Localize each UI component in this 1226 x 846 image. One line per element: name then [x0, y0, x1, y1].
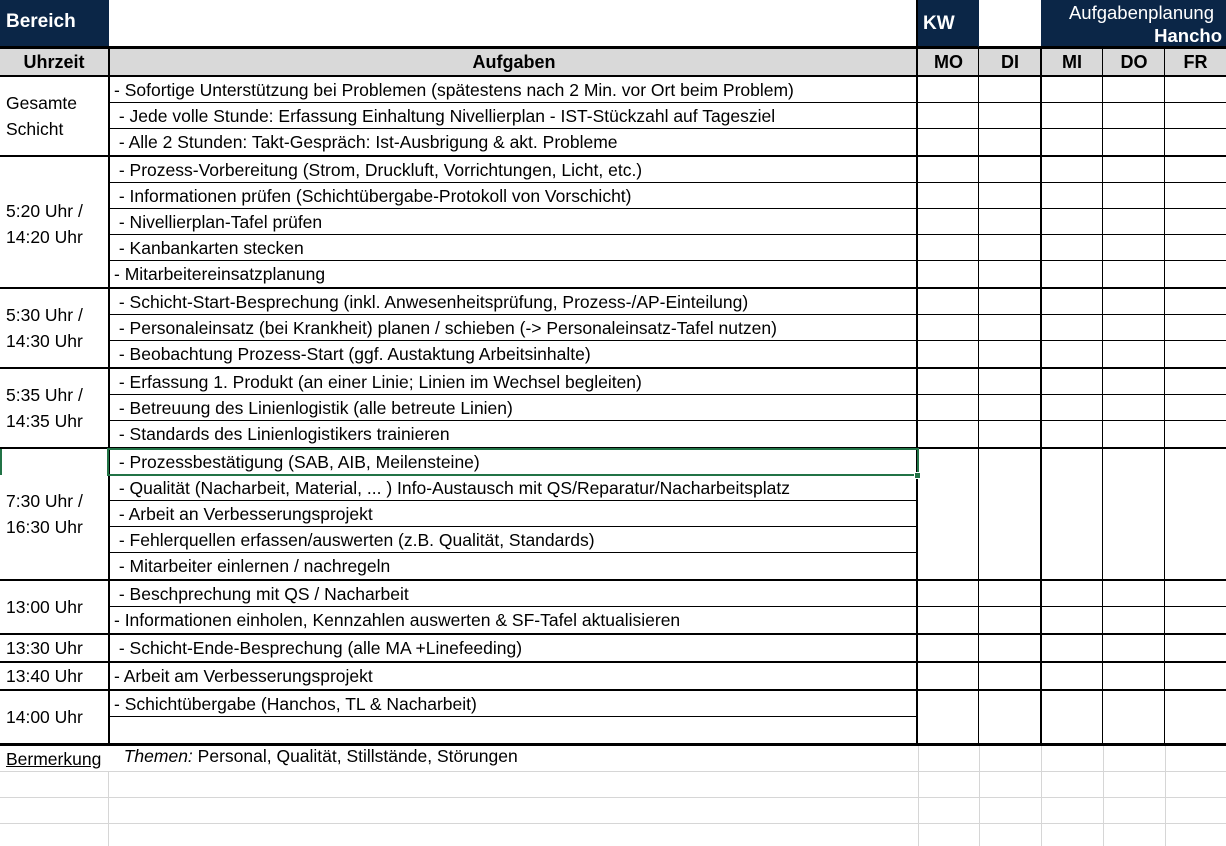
- gridline: [979, 746, 980, 846]
- rule-day: [918, 606, 1226, 607]
- time-gesamte: Gesamte: [6, 93, 77, 113]
- time-1630: 16:30 Uhr: [6, 517, 83, 537]
- task-text: - Personaleinsatz (bei Krankheit) planen / schieben (-> Personaleinsatz-Tafel nutzen): [114, 318, 777, 338]
- time-1330: 13:30 Uhr: [6, 638, 83, 658]
- gridline: [1103, 746, 1104, 846]
- time-schicht: Schicht: [6, 119, 64, 139]
- task-text: - Jede volle Stunde: Erfassung Einhaltung Nivellierplan - IST-Stückzahl auf Tagesziel: [114, 106, 776, 126]
- title-line1: Aufgabenplanung: [1068, 2, 1214, 23]
- task-text: - Mitarbeitereinsatzplanung: [114, 264, 326, 284]
- task-text[interactable]: - Prozessbestätigung (SAB, AIB, Meilensteine): [114, 452, 480, 472]
- task-text: - Alle 2 Stunden: Takt-Gespräch: Ist-Ausbrigung & akt. Probleme: [114, 132, 618, 152]
- rule-day: [918, 182, 1226, 183]
- title-line2: Hancho: [1154, 25, 1222, 46]
- day-header-di: DI: [1001, 52, 1019, 72]
- row-selection-marker: [0, 449, 2, 475]
- time-0530: 5:30 Uhr /: [6, 305, 83, 325]
- task-text: - Informationen prüfen (Schichtübergabe-Protokoll von Vorschicht): [114, 186, 632, 206]
- task-text: - Mitarbeiter einlernen / nachregeln: [114, 556, 391, 576]
- time-1430: 14:30 Uhr: [6, 331, 83, 351]
- rule-day: [918, 420, 1226, 421]
- day-header-fr: FR: [1183, 52, 1208, 72]
- time-1435: 14:35 Uhr: [6, 411, 83, 431]
- gridline: [108, 772, 109, 846]
- rule-col-aufgaben: [916, 0, 918, 744]
- day-header-mi: MI: [1062, 52, 1082, 72]
- task-text: - Informationen einholen, Kennzahlen auswerten & SF-Tafel aktualisieren: [114, 610, 681, 630]
- task-text: - Schichtübergabe (Hanchos, TL & Nacharbeit): [114, 694, 477, 714]
- bereich-input[interactable]: [110, 0, 918, 47]
- fill-handle[interactable]: [914, 472, 921, 479]
- gridline: [1165, 746, 1166, 846]
- bemerkung-label: Bermerkung: [6, 749, 102, 769]
- selected-cell[interactable]: [107, 448, 919, 476]
- task-text: - Beschprechung mit QS / Nacharbeit: [114, 584, 409, 604]
- task-text: - Schicht-Ende-Besprechung (alle MA +Linefeeding): [114, 638, 523, 658]
- time-0520: 5:20 Uhr /: [6, 201, 83, 221]
- time-1300: 13:00 Uhr: [6, 597, 83, 617]
- time-1400: 14:00 Uhr: [6, 707, 83, 727]
- rule-day: [918, 128, 1226, 129]
- rule-day: [918, 234, 1226, 235]
- rule-day: [918, 260, 1226, 261]
- kw-input[interactable]: [979, 0, 1041, 47]
- kw-header: [918, 0, 979, 47]
- rule-col-mo: [978, 49, 979, 744]
- rule-col-mi: [1102, 49, 1103, 744]
- task-text: - Prozess-Vorbereitung (Strom, Druckluft, Vorrichtungen, Licht, etc.): [114, 160, 643, 180]
- gridline: [0, 797, 1226, 798]
- bereich-label: Bereich: [6, 11, 76, 32]
- themen-label: Themen:: [123, 746, 193, 766]
- rule-header-bottom: [0, 46, 1226, 49]
- time-0730: 7:30 Uhr /: [6, 491, 83, 511]
- aufgaben-header: Aufgaben: [472, 52, 556, 72]
- task-text: - Standards des Linienlogistikers trainieren: [114, 424, 450, 444]
- themen-text: Personal, Qualität, Stillstände, Störungen: [192, 746, 518, 766]
- rule-day: [918, 208, 1226, 209]
- rule-day: [918, 340, 1226, 341]
- rule-day: [918, 102, 1226, 103]
- rule-col-do: [1164, 49, 1165, 744]
- title-header: [1041, 0, 1226, 47]
- day-header-do: DO: [1120, 52, 1148, 72]
- gridline: [918, 746, 919, 846]
- uhrzeit-header: Uhrzeit: [23, 52, 85, 72]
- time-1340: 13:40 Uhr: [6, 666, 83, 686]
- day-header-mo: MO: [934, 52, 963, 72]
- task-text: - Fehlerquellen erfassen/auswerten (z.B. Qualität, Standards): [114, 530, 595, 550]
- time-0535: 5:35 Uhr /: [6, 385, 83, 405]
- themen-row: [114, 717, 518, 769]
- rule-col-di: [1040, 49, 1042, 744]
- rule-day: [918, 394, 1226, 395]
- task-text: - Sofortige Unterstützung bei Problemen (spätestens nach 2 Min. vor Ort beim Problem): [114, 80, 794, 100]
- rule-col-uhrzeit: [108, 49, 110, 744]
- task-text: - Nivellierplan-Tafel prüfen: [114, 212, 323, 232]
- rule-col-kw: [978, 0, 979, 47]
- task-text: - Erfassung 1. Produkt (an einer Linie; Linien im Wechsel begleiten): [114, 372, 642, 392]
- rule-day: [918, 314, 1226, 315]
- kw-label: KW: [923, 13, 955, 34]
- time-1420: 14:20 Uhr: [6, 227, 83, 247]
- gridline: [0, 771, 1226, 772]
- task-text: - Arbeit am Verbesserungsprojekt: [114, 666, 373, 686]
- task-text: - Kanbankarten stecken: [114, 238, 304, 258]
- gridline: [0, 823, 1226, 824]
- task-text: - Schicht-Start-Besprechung (inkl. Anwesenheitsprüfung, Prozess-/AP-Einteilung): [114, 292, 749, 312]
- task-text: - Beobachtung Prozess-Start (ggf. Austaktung Arbeitsinhalte): [114, 344, 591, 364]
- task-text: - Betreuung des Linienlogistik (alle betreute Linien): [114, 398, 513, 418]
- task-text: - Qualität (Nacharbeit, Material, ... ) Info-Austausch mit QS/Reparatur/Nacharbeitsplatz: [114, 478, 790, 498]
- gridline: [1041, 746, 1042, 846]
- bereich-header: [0, 0, 109, 47]
- task-text: - Arbeit an Verbesserungsprojekt: [114, 504, 373, 524]
